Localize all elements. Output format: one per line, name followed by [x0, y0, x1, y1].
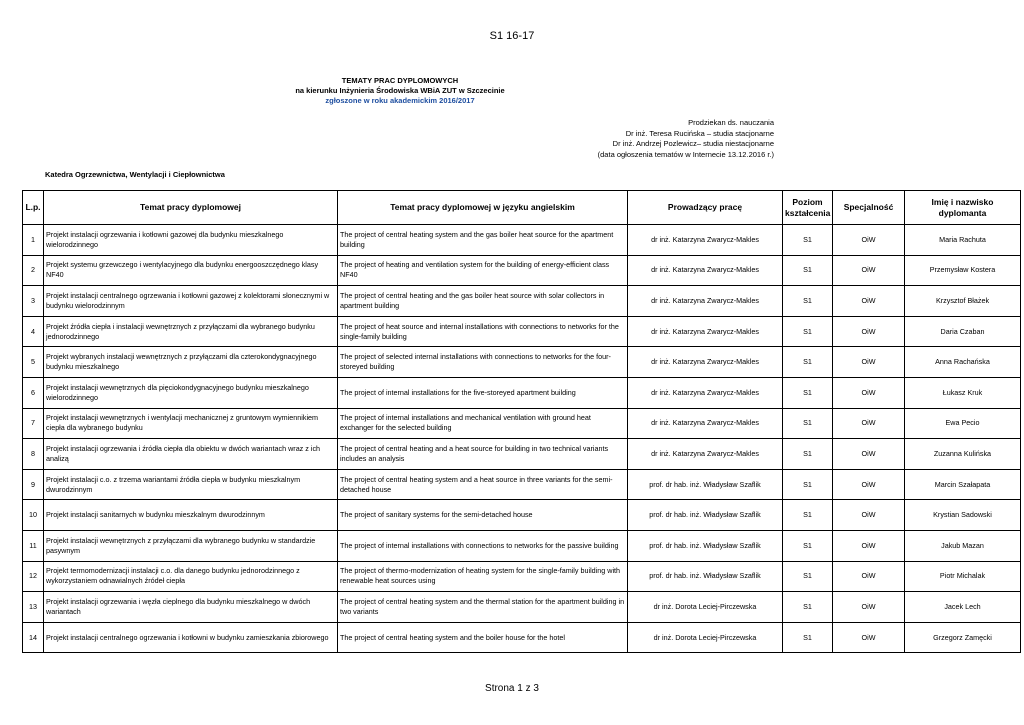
- study-level-cell: S1: [783, 622, 833, 653]
- study-level-cell: S1: [783, 469, 833, 500]
- specialization-cell: OiW: [833, 286, 905, 317]
- supervisor-cell: prof. dr hab. inż. Władysław Szaflik: [628, 500, 783, 531]
- table-row: [23, 530, 1021, 561]
- topic-english-cell: The project of selected internal installations with connections to networks for the four-storeyed building: [338, 347, 628, 378]
- student-name-cell: Zuzanna Kulińska: [905, 439, 1021, 470]
- column-header: L.p.: [23, 191, 44, 225]
- supervisor-cell: dr inż. Katarzyna Zwarycz-Makles: [628, 286, 783, 317]
- topic-polish-cell: Projekt wybranych instalacji wewnętrznych z przyłączami dla czterokondygnacyjnego budynku mieszkalnego: [44, 347, 338, 378]
- row-number-cell: 11: [23, 530, 44, 561]
- student-name-cell: Przemysław Kostera: [905, 255, 1021, 286]
- topic-polish-cell: Projekt instalacji ogrzewania i źródła ciepła dla obiektu w dwóch wariantach wraz z ich analizą: [44, 439, 338, 470]
- student-name-cell: Maria Rachuta: [905, 225, 1021, 256]
- table-row: [23, 408, 1021, 439]
- table-row: [23, 561, 1021, 592]
- row-number-cell: 6: [23, 377, 44, 408]
- supervisor-cell: dr inż. Dorota Leciej-Pirczewska: [628, 592, 783, 623]
- specialization-cell: OiW: [833, 592, 905, 623]
- column-header: Temat pracy dyplomowej w języku angielskim: [338, 191, 628, 225]
- page-number: Strona 1 z 3: [485, 683, 539, 694]
- table-row: [23, 622, 1021, 653]
- table-header-row: [23, 191, 1021, 225]
- study-level-cell: S1: [783, 225, 833, 256]
- column-header: Specjalność: [833, 191, 905, 225]
- table-row: [23, 286, 1021, 317]
- student-name-cell: Krzysztof Błażek: [905, 286, 1021, 317]
- supervisor-cell: dr inż. Katarzyna Zwarycz-Makles: [628, 316, 783, 347]
- specialization-cell: OiW: [833, 225, 905, 256]
- supervisor-cell: dr inż. Katarzyna Zwarycz-Makles: [628, 255, 783, 286]
- office-line: Dr inż. Andrzej Pozlewicz– studia niestacjonarne: [612, 139, 774, 148]
- student-name-cell: Łukasz Kruk: [905, 377, 1021, 408]
- topic-english-cell: The project of internal installations and mechanical ventilation with ground heat exchanger for the selected building: [338, 408, 628, 439]
- study-level-cell: S1: [783, 286, 833, 317]
- row-number-cell: 10: [23, 500, 44, 531]
- supervisor-cell: dr inż. Katarzyna Zwarycz-Makles: [628, 225, 783, 256]
- supervisor-cell: dr inż. Katarzyna Zwarycz-Makles: [628, 439, 783, 470]
- topic-english-cell: The project of central heating and the gas boiler heat source with solar collectors in apartment building: [338, 286, 628, 317]
- student-name-cell: Krystian Sadowski: [905, 500, 1021, 531]
- row-number-cell: 3: [23, 286, 44, 317]
- table-row: [23, 347, 1021, 378]
- table-row: [23, 439, 1021, 470]
- study-level-cell: S1: [783, 592, 833, 623]
- specialization-cell: OiW: [833, 255, 905, 286]
- student-name-cell: Jacek Lech: [905, 592, 1021, 623]
- table-row: [23, 592, 1021, 623]
- specialization-cell: OiW: [833, 408, 905, 439]
- dean-office-block: [598, 118, 774, 160]
- table-row: [23, 316, 1021, 347]
- topic-polish-cell: Projekt systemu grzewczego i wentylacyjnego dla budynku energooszczędnego klasy NF40: [44, 255, 338, 286]
- topic-english-cell: The project of central heating and a heat source for building in two technical variants includes an analysis: [338, 439, 628, 470]
- title-block: [250, 76, 550, 106]
- row-number-cell: 7: [23, 408, 44, 439]
- student-name-cell: Jakub Mazan: [905, 530, 1021, 561]
- table-row: [23, 225, 1021, 256]
- thesis-topics-table: [22, 190, 1021, 653]
- specialization-cell: OiW: [833, 500, 905, 531]
- supervisor-cell: dr inż. Katarzyna Zwarycz-Makles: [628, 377, 783, 408]
- row-number-cell: 14: [23, 622, 44, 653]
- study-level-cell: S1: [783, 377, 833, 408]
- specialization-cell: OiW: [833, 561, 905, 592]
- study-level-cell: S1: [783, 316, 833, 347]
- row-number-cell: 8: [23, 439, 44, 470]
- column-header: Poziom kształcenia: [783, 191, 833, 225]
- topic-english-cell: The project of central heating system and the gas boiler heat source for the apartment building: [338, 225, 628, 256]
- specialization-cell: OiW: [833, 439, 905, 470]
- student-name-cell: Daria Czaban: [905, 316, 1021, 347]
- topic-english-cell: The project of heat source and internal installations with connections to networks for the single-family building: [338, 316, 628, 347]
- column-header: Prowadzący pracę: [628, 191, 783, 225]
- office-line: (data ogłoszenia tematów w Internecie 13.12.2016 r.): [597, 149, 774, 159]
- row-number-cell: 9: [23, 469, 44, 500]
- academic-year-note: zgłoszone w roku akademickim 2016/2017: [325, 96, 475, 105]
- topic-polish-cell: Projekt instalacji c.o. z trzema wariantami źródła ciepła w budynku mieszkalnym dwurodzinnym: [44, 469, 338, 500]
- topic-polish-cell: Projekt instalacji wewnętrznych i wentylacji mechanicznej z gruntowym wymiennikiem ciepła dla wybranego budynku: [44, 408, 338, 439]
- study-level-cell: S1: [783, 561, 833, 592]
- row-number-cell: 1: [23, 225, 44, 256]
- topic-english-cell: The project of sanitary systems for the semi-detached house: [338, 500, 628, 531]
- topic-polish-cell: Projekt źródła ciepła i instalacji wewnętrznych z przyłączami dla wybranego budynku jednorodzinnego: [44, 316, 338, 347]
- office-line: Prodziekan ds. nauczania: [688, 118, 774, 127]
- specialization-cell: OiW: [833, 347, 905, 378]
- row-number-cell: 2: [23, 255, 44, 286]
- student-name-cell: Grzegorz Zamęcki: [905, 622, 1021, 653]
- department-name: Katedra Ogrzewnictwa, Wentylacji i Ciepłownictwa: [45, 170, 225, 179]
- row-number-cell: 12: [23, 561, 44, 592]
- table-row: [23, 377, 1021, 408]
- document-code: S1 16-17: [489, 30, 535, 42]
- specialization-cell: OiW: [833, 377, 905, 408]
- specialization-cell: OiW: [833, 316, 905, 347]
- topic-polish-cell: Projekt instalacji centralnego ogrzewania i kotłowni w budynku zamieszkania zbiorowego: [44, 622, 338, 653]
- student-name-cell: Piotr Michalak: [905, 561, 1021, 592]
- topic-polish-cell: Projekt instalacji wewnętrznych dla pięciokondygnacyjnego budynku mieszkalnego wielorodzinnego: [44, 377, 338, 408]
- student-name-cell: Anna Rachańska: [905, 347, 1021, 378]
- topic-english-cell: The project of thermo-modernization of heating system for the single-family building with renewable heat sources using: [338, 561, 628, 592]
- column-header: Temat pracy dyplomowej: [44, 191, 338, 225]
- table-row: [23, 255, 1021, 286]
- office-line: Dr inż. Teresa Rucińska – studia stacjonarne: [625, 128, 774, 138]
- topic-english-cell: The project of heating and ventilation system for the building of energy-efficient class NF40: [338, 255, 628, 286]
- study-level-cell: S1: [783, 347, 833, 378]
- document-title: TEMATY PRAC DYPLOMOWYCH: [341, 76, 459, 85]
- supervisor-cell: prof. dr hab. inż. Władysław Szaflik: [628, 469, 783, 500]
- topic-english-cell: The project of central heating system and the thermal station for the apartment building in two variants: [338, 592, 628, 623]
- student-name-cell: Marcin Szałapata: [905, 469, 1021, 500]
- document-subtitle: na kierunku Inżynieria Środowiska WBiA ZUT w Szczecinie: [295, 86, 505, 95]
- study-level-cell: S1: [783, 408, 833, 439]
- study-level-cell: S1: [783, 530, 833, 561]
- table-row: [23, 469, 1021, 500]
- table-row: [23, 500, 1021, 531]
- topic-english-cell: The project of internal installations with connections to networks for the passive building: [338, 530, 628, 561]
- topic-polish-cell: Projekt termomodernizacji instalacji c.o. dla danego budynku jednorodzinnego z wykorzystaniem odnawialnych źródeł ciepła: [44, 561, 338, 592]
- supervisor-cell: dr inż. Katarzyna Zwarycz-Makles: [628, 408, 783, 439]
- supervisor-cell: dr inż. Dorota Leciej-Pirczewska: [628, 622, 783, 653]
- supervisor-cell: prof. dr hab. inż. Władysław Szaflik: [628, 530, 783, 561]
- topic-polish-cell: Projekt instalacji sanitarnych w budynku mieszkalnym dwurodzinnym: [44, 500, 338, 531]
- topic-polish-cell: Projekt instalacji ogrzewania i kotłowni gazowej dla budynku mieszkalnego wielorodzinnego: [44, 225, 338, 256]
- supervisor-cell: dr inż. Katarzyna Zwarycz-Makles: [628, 347, 783, 378]
- topic-english-cell: The project of internal installations for the five-storeyed apartment building: [338, 377, 628, 408]
- row-number-cell: 5: [23, 347, 44, 378]
- specialization-cell: OiW: [833, 622, 905, 653]
- supervisor-cell: prof. dr hab. inż. Władysław Szaflik: [628, 561, 783, 592]
- topic-polish-cell: Projekt instalacji ogrzewania i węzła cieplnego dla budynku mieszkalnego w dwóch wariantach: [44, 592, 338, 623]
- specialization-cell: OiW: [833, 469, 905, 500]
- table-body: [23, 225, 1021, 653]
- study-level-cell: S1: [783, 439, 833, 470]
- topic-english-cell: The project of central heating system and a heat source in three variants for the semi-detached house: [338, 469, 628, 500]
- column-header: Imię i nazwisko dyplomanta: [905, 191, 1021, 225]
- row-number-cell: 4: [23, 316, 44, 347]
- row-number-cell: 13: [23, 592, 44, 623]
- study-level-cell: S1: [783, 255, 833, 286]
- topic-polish-cell: Projekt instalacji centralnego ogrzewania i kotłowni gazowej z kolektorami słonecznymi w budynku wielorodzinnym: [44, 286, 338, 317]
- topic-polish-cell: Projekt instalacji wewnętrznych z przyłączami dla wybranego budynku w standardzie pasywnym: [44, 530, 338, 561]
- topic-english-cell: The project of central heating system and the boiler house for the hotel: [338, 622, 628, 653]
- specialization-cell: OiW: [833, 530, 905, 561]
- study-level-cell: S1: [783, 500, 833, 531]
- student-name-cell: Ewa Pecio: [905, 408, 1021, 439]
